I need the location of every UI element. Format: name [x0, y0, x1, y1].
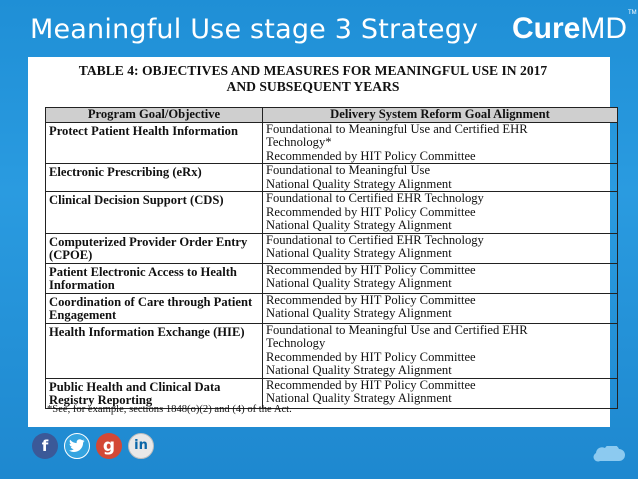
objective-cell: Patient Electronic Access to Health Information: [46, 263, 263, 293]
table-row: [46, 233, 618, 263]
table-row: [46, 164, 618, 192]
alignment-cell: [263, 378, 618, 408]
objective-cell: Health Information Exchange (HIE): [46, 323, 263, 378]
objective-cell: Coordination of Care through Patient Engagement: [46, 293, 263, 323]
table-body: [46, 122, 618, 408]
logo-md-text: MD: [580, 12, 628, 45]
alignment-cell: [263, 293, 618, 323]
logo-trademark: TM: [628, 10, 637, 16]
cloud-icon: [592, 446, 626, 462]
alignment-cell: [263, 192, 618, 234]
objectives-table: [45, 107, 618, 409]
alignment-line: Technology*: [266, 135, 332, 149]
table-header-row: [46, 108, 618, 123]
alignment-line: National Quality Strategy Alignment: [266, 176, 452, 191]
google-plus-icon[interactable]: g: [96, 433, 122, 459]
alignment-line: Recommended by HIT Policy Committee: [266, 204, 476, 219]
alignment-line: Recommended by HIT Policy Committee: [266, 377, 476, 392]
alignment-cell: [263, 164, 618, 192]
document-title-line-2: AND SUBSEQUENT YEARS: [226, 79, 400, 94]
alignment-line: National Quality Strategy Alignment: [266, 276, 452, 290]
alignment-line: National Quality Strategy Alignment: [266, 246, 452, 260]
slide-title: Meaningful Use stage 3 Strategy: [30, 14, 479, 45]
alignment-line: National Quality Strategy Alignment: [266, 391, 452, 405]
alignment-line: Foundational to Certified EHR Technology: [266, 191, 484, 205]
column-header-alignment: Delivery System Reform Goal Alignment: [263, 108, 618, 123]
alignment-line: Foundational to Meaningful Use and Certified EHR: [266, 322, 528, 337]
alignment-line: National Quality Strategy Alignment: [266, 306, 452, 320]
objective-cell: Clinical Decision Support (CDS): [46, 192, 263, 234]
logo-cure-text: Cure: [512, 12, 581, 45]
alignment-line: Technology: [266, 336, 326, 350]
alignment-cell: [263, 233, 618, 263]
linkedin-icon[interactable]: in: [128, 433, 154, 459]
document-title-line-1: TABLE 4: OBJECTIVES AND MEASURES FOR MEANINGFUL USE IN 2017: [78, 63, 548, 78]
objective-cell: Computerized Provider Order Entry (CPOE): [46, 233, 263, 263]
table-row: [46, 293, 618, 323]
objective-cell: Protect Patient Health Information: [46, 122, 263, 164]
table-row: [46, 263, 618, 293]
alignment-cell: [263, 323, 618, 378]
objective-cell: Electronic Prescribing (eRx): [46, 164, 263, 192]
objective-cell: Public Health and Clinical Data Registry Reporting: [46, 378, 263, 408]
column-header-goal: Program Goal/Objective: [46, 108, 263, 123]
alignment-line: Foundational to Certified EHR Technology: [266, 232, 484, 247]
curemd-logo: [512, 12, 627, 46]
document-title: [22, 63, 604, 95]
alignment-line: Foundational to Meaningful Use and Certified EHR: [266, 121, 528, 136]
table-row: [46, 192, 618, 234]
table-row: [46, 323, 618, 378]
alignment-line: Recommended by HIT Policy Committee: [266, 292, 476, 307]
document-panel: [28, 57, 610, 427]
alignment-cell: [263, 122, 618, 164]
alignment-line: Recommended by HIT Policy Committee: [266, 148, 476, 163]
table-row: [46, 122, 618, 164]
facebook-icon[interactable]: f: [32, 433, 58, 459]
alignment-line: National Quality Strategy Alignment: [266, 218, 452, 232]
footnote: *See, for example, sections 1848(o)(2) and (4) of the Act.: [47, 404, 292, 415]
twitter-icon[interactable]: [64, 433, 90, 459]
alignment-line: Foundational to Meaningful Use: [266, 163, 431, 177]
alignment-line: Recommended by HIT Policy Committee: [266, 262, 476, 277]
alignment-line: Recommended by HIT Policy Committee: [266, 349, 476, 364]
alignment-cell: [263, 263, 618, 293]
alignment-line: National Quality Strategy Alignment: [266, 363, 452, 377]
